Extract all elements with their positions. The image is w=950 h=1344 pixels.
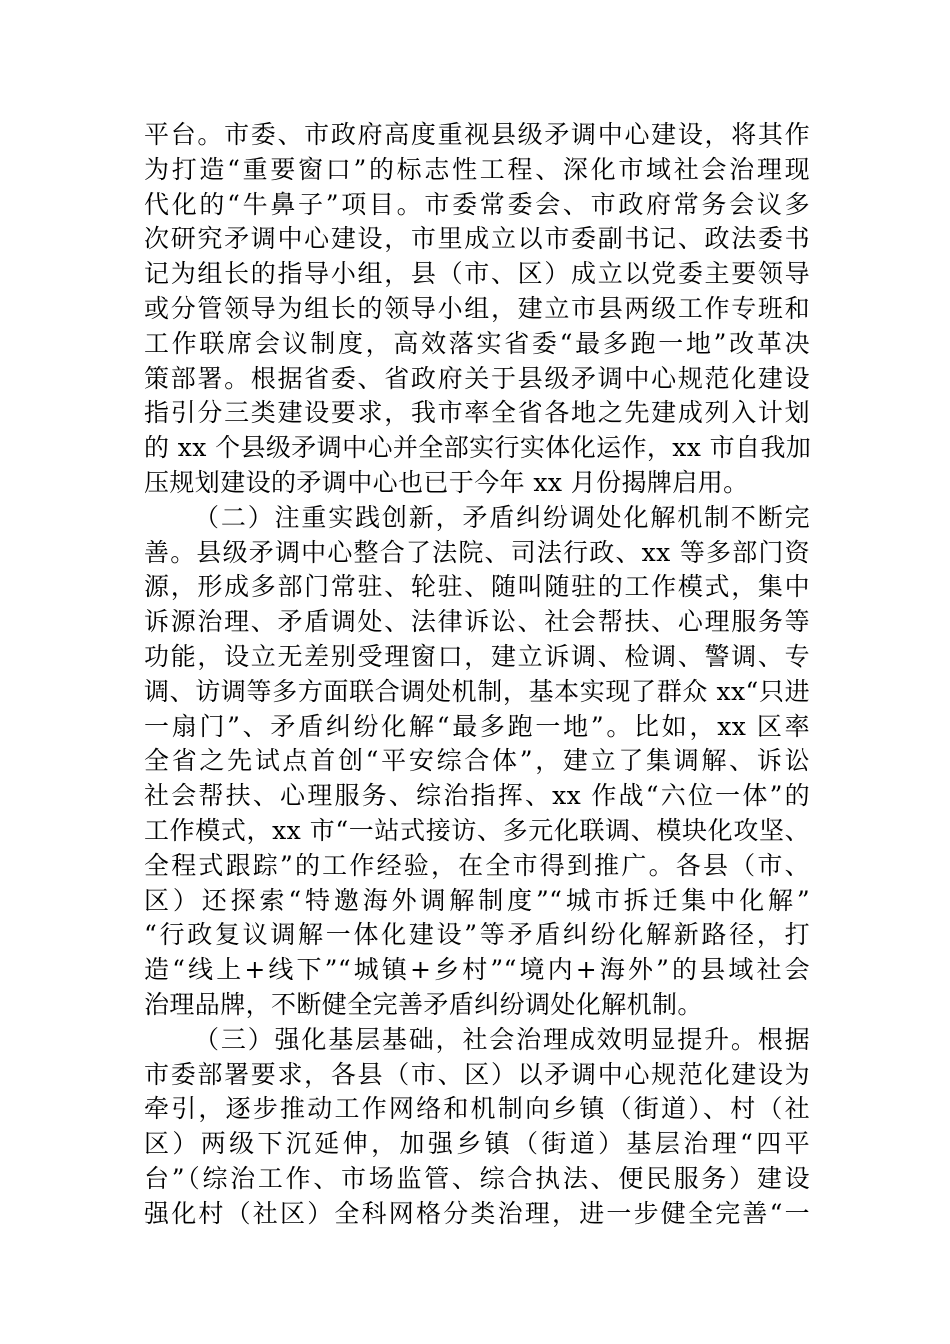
text-line: 区）两级下沉延伸，加强乡镇（街道）基层治理“四平	[144, 1129, 810, 1159]
text-line: 市委部署要求，各县（市、区）以矛调中心规范化建设为	[144, 1059, 810, 1089]
text-line: 策部署。根据省委、省政府关于县级矛调中心规范化建设	[144, 363, 810, 393]
paragraph-2	[144, 501, 810, 1023]
text-line: 社会帮扶、心理服务、综治指挥、xx 作战“六位一体”的	[144, 781, 810, 811]
text-line: 牵引，逐步推动工作网络和机制向乡镇（街道）、村（社	[144, 1094, 810, 1124]
paragraph-1	[144, 118, 810, 501]
text-line: 治理品牌，不断健全完善矛盾纠纷调处化解机制。	[144, 989, 703, 1019]
text-line: 区）还探索“特邀海外调解制度”“城市拆迁集中化解”	[144, 885, 810, 915]
text-line: 调、访调等多方面联合调处机制，基本实现了群众 xx“只进	[144, 676, 810, 706]
document-body	[144, 118, 810, 1232]
text-line: 指引分三类建设要求，我市率全省各地之先建成列入计划	[144, 398, 810, 428]
text-line: 功能，设立无差别受理窗口，建立诉调、检调、警调、专	[144, 641, 810, 671]
text-line: 记为组长的指导小组，县（市、区）成立以党委主要领导	[144, 259, 810, 289]
text-line: 诉源治理、矛盾调处、法律诉讼、社会帮扶、心理服务等	[144, 607, 810, 637]
text-line: 造“线上+线下”“城镇+乡村”“境内+海外”的县域社会	[144, 955, 810, 985]
text-line: 台”（综治工作、市场监管、综合执法、便民服务）建设	[144, 1163, 810, 1193]
text-line: 全省之先试点首创“平安综合体”，建立了集调解、诉讼	[144, 746, 810, 776]
text-line: 工作联席会议制度，高效落实省委“最多跑一地”改革决	[144, 328, 810, 358]
text-line: 全程式跟踪”的工作经验，在全市得到推广。各县（市、	[144, 850, 810, 880]
text-line: （二）注重实践创新，矛盾纠纷调处化解机制不断完	[194, 502, 810, 532]
text-line: 次研究矛调中心建设，市里成立以市委副书记、政法委书	[144, 224, 810, 254]
paragraph-3	[144, 1023, 810, 1232]
text-line: 工作模式，xx 市“一站式接访、多元化联调、模块化攻坚、	[144, 815, 810, 845]
text-line: 一扇门”、矛盾纠纷化解“最多跑一地”。比如，xx 区率	[144, 711, 810, 741]
text-line: 的 xx 个县级矛调中心并全部实行实体化运作，xx 市自我加	[144, 433, 812, 463]
text-line: 善。县级矛调中心整合了法院、司法行政、xx 等多部门资	[144, 537, 810, 567]
text-line: 或分管领导为组长的领导小组，建立市县两级工作专班和	[144, 293, 810, 323]
text-line: 强化村（社区）全科网格分类治理，进一步健全完善“一	[144, 1198, 810, 1228]
text-line: （三）强化基层基础，社会治理成效明显提升。根据	[194, 1024, 810, 1054]
text-line: 平台。市委、市政府高度重视县级矛调中心建设，将其作	[144, 120, 810, 149]
text-line: 为打造“重要窗口”的标志性工程、深化市域社会治理现	[144, 154, 810, 184]
text-line: “行政复议调解一体化建设”等矛盾纠纷化解新路径，打	[144, 920, 810, 950]
text-line: 代化的“牛鼻子”项目。市委常委会、市政府常务会议多	[144, 189, 810, 219]
text-line: 源，形成多部门常驻、轮驻、随叫随驻的工作模式，集中	[144, 572, 810, 602]
text-line: 压规划建设的矛调中心也已于今年 xx 月份揭牌启用。	[144, 467, 749, 497]
